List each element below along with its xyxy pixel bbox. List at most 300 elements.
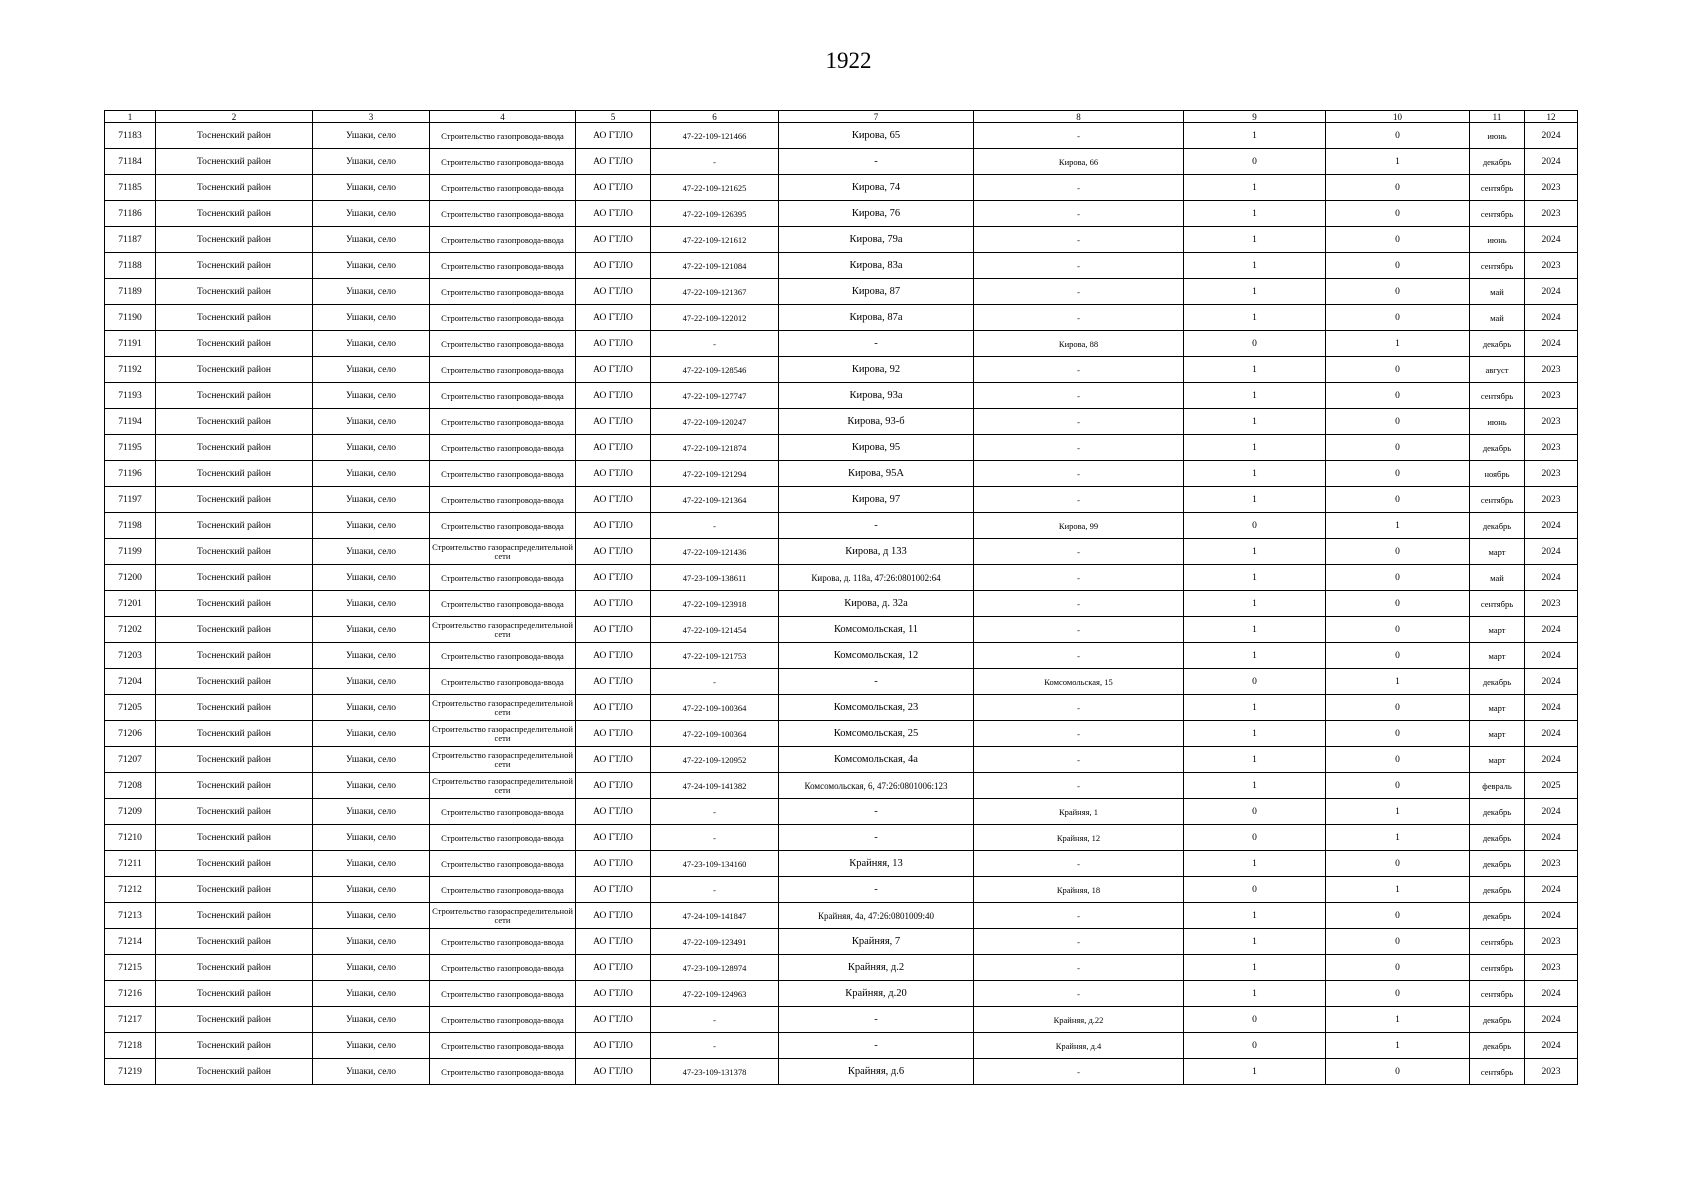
table-cell: Строительство газопровода-ввода: [430, 279, 576, 305]
table-cell: 2024: [1525, 331, 1578, 357]
table-cell: сентябрь: [1470, 591, 1525, 617]
table-cell: 71213: [105, 903, 156, 929]
table-row: [105, 253, 1578, 279]
table-cell: Ушаки, село: [313, 981, 430, 1007]
table-cell: Ушаки, село: [313, 279, 430, 305]
table-cell: АО ГТЛО: [576, 331, 651, 357]
table-cell: Строительство газораспределительной сети: [430, 747, 576, 773]
table-cell: Тосненский район: [156, 851, 313, 877]
table-cell: АО ГТЛО: [576, 669, 651, 695]
table-cell: АО ГТЛО: [576, 1007, 651, 1033]
table-cell: 2024: [1525, 227, 1578, 253]
table-row: [105, 279, 1578, 305]
table-cell: Строительство газопровода-ввода: [430, 201, 576, 227]
table-cell: 71184: [105, 149, 156, 175]
table-cell: Ушаки, село: [313, 435, 430, 461]
table-cell: 1: [1184, 123, 1326, 149]
table-cell: 47-22-109-121454: [651, 617, 779, 643]
table-cell: 0: [1184, 1007, 1326, 1033]
table-cell: АО ГТЛО: [576, 695, 651, 721]
table-cell: 2024: [1525, 617, 1578, 643]
table-cell: АО ГТЛО: [576, 201, 651, 227]
table-cell: АО ГТЛО: [576, 955, 651, 981]
table-cell: Строительство газопровода-ввода: [430, 825, 576, 851]
table-cell: Тосненский район: [156, 799, 313, 825]
table-cell: 0: [1326, 383, 1470, 409]
table-cell: 1: [1184, 253, 1326, 279]
table-cell: 71188: [105, 253, 156, 279]
table-cell: 71214: [105, 929, 156, 955]
table-cell: -: [974, 747, 1184, 773]
table-cell: май: [1470, 279, 1525, 305]
table-cell: Тосненский район: [156, 1059, 313, 1085]
table-cell: Ушаки, село: [313, 305, 430, 331]
table-cell: АО ГТЛО: [576, 981, 651, 1007]
table-cell: сентябрь: [1470, 383, 1525, 409]
table-cell: Строительство газораспределительной сети: [430, 539, 576, 565]
column-header: 8: [974, 111, 1184, 123]
table-cell: Ушаки, село: [313, 643, 430, 669]
table-cell: 0: [1326, 851, 1470, 877]
table-cell: 2024: [1525, 1007, 1578, 1033]
table-cell: 2023: [1525, 929, 1578, 955]
table-cell: 2024: [1525, 279, 1578, 305]
table-cell: Ушаки, село: [313, 331, 430, 357]
table-cell: 71206: [105, 721, 156, 747]
table-cell: Тосненский район: [156, 721, 313, 747]
table-cell: 1: [1184, 409, 1326, 435]
table-cell: март: [1470, 643, 1525, 669]
table-cell: Комсомольская, 23: [779, 695, 974, 721]
table-cell: 0: [1326, 539, 1470, 565]
table-cell: Кирова, д 133: [779, 539, 974, 565]
table-cell: Ушаки, село: [313, 175, 430, 201]
table-row: [105, 565, 1578, 591]
table-cell: -: [974, 227, 1184, 253]
table-cell: 2023: [1525, 409, 1578, 435]
table-cell: 1: [1184, 357, 1326, 383]
table-cell: март: [1470, 617, 1525, 643]
table-cell: -: [974, 435, 1184, 461]
table-cell: 71200: [105, 565, 156, 591]
table-cell: АО ГТЛО: [576, 305, 651, 331]
table-cell: 1: [1326, 799, 1470, 825]
table-row: [105, 981, 1578, 1007]
table-cell: Тосненский район: [156, 747, 313, 773]
table-cell: 2024: [1525, 695, 1578, 721]
table-cell: -: [779, 799, 974, 825]
table-cell: -: [974, 175, 1184, 201]
table-cell: декабрь: [1470, 877, 1525, 903]
table-cell: 71198: [105, 513, 156, 539]
column-header: 11: [1470, 111, 1525, 123]
table-cell: АО ГТЛО: [576, 357, 651, 383]
table-cell: АО ГТЛО: [576, 123, 651, 149]
table-cell: Крайняя, 12: [974, 825, 1184, 851]
table-cell: Тосненский район: [156, 877, 313, 903]
table-cell: 0: [1326, 487, 1470, 513]
table-cell: ноябрь: [1470, 461, 1525, 487]
table-cell: -: [779, 331, 974, 357]
table-cell: Тосненский район: [156, 903, 313, 929]
table-row: [105, 539, 1578, 565]
table-cell: 2023: [1525, 851, 1578, 877]
table-cell: 47-22-109-126395: [651, 201, 779, 227]
table-cell: 0: [1326, 461, 1470, 487]
table-row: [105, 461, 1578, 487]
table-cell: Кирова, 66: [974, 149, 1184, 175]
table-cell: 0: [1184, 331, 1326, 357]
table-cell: 71201: [105, 591, 156, 617]
table-cell: Строительство газопровода-ввода: [430, 799, 576, 825]
table-cell: 2023: [1525, 955, 1578, 981]
table-cell: Крайняя, 7: [779, 929, 974, 955]
table-cell: 2024: [1525, 669, 1578, 695]
table-cell: 2023: [1525, 175, 1578, 201]
table-cell: АО ГТЛО: [576, 565, 651, 591]
table-cell: 0: [1326, 773, 1470, 799]
table-cell: 2024: [1525, 799, 1578, 825]
table-cell: АО ГТЛО: [576, 773, 651, 799]
table-cell: 2023: [1525, 591, 1578, 617]
table-cell: декабрь: [1470, 513, 1525, 539]
table-cell: Строительство газопровода-ввода: [430, 1007, 576, 1033]
table-row: [105, 773, 1578, 799]
table-cell: Крайняя, 4а, 47:26:0801009:40: [779, 903, 974, 929]
table-cell: -: [974, 305, 1184, 331]
table-cell: 0: [1326, 227, 1470, 253]
table-cell: 0: [1326, 253, 1470, 279]
table-row: [105, 149, 1578, 175]
table-cell: декабрь: [1470, 851, 1525, 877]
table-cell: -: [651, 1033, 779, 1059]
table-cell: -: [651, 799, 779, 825]
table-cell: -: [779, 149, 974, 175]
table-cell: АО ГТЛО: [576, 513, 651, 539]
table-cell: -: [779, 1007, 974, 1033]
table-cell: АО ГТЛО: [576, 591, 651, 617]
table-cell: Тосненский район: [156, 643, 313, 669]
table-cell: 47-22-109-121753: [651, 643, 779, 669]
table-cell: Комсомольская, 15: [974, 669, 1184, 695]
table-cell: 0: [1326, 591, 1470, 617]
table-cell: июнь: [1470, 123, 1525, 149]
table-cell: Кирова, д. 32а: [779, 591, 974, 617]
table-cell: Ушаки, село: [313, 825, 430, 851]
column-header: 4: [430, 111, 576, 123]
table-cell: 47-22-109-127747: [651, 383, 779, 409]
table-cell: АО ГТЛО: [576, 643, 651, 669]
table-cell: АО ГТЛО: [576, 383, 651, 409]
table-cell: 1: [1184, 539, 1326, 565]
table-cell: Крайняя, д.4: [974, 1033, 1184, 1059]
table-cell: АО ГТЛО: [576, 877, 651, 903]
table-cell: Тосненский район: [156, 383, 313, 409]
table-cell: февраль: [1470, 773, 1525, 799]
table-cell: 47-22-109-120247: [651, 409, 779, 435]
table-cell: Ушаки, село: [313, 1059, 430, 1085]
table-cell: 1: [1184, 487, 1326, 513]
table-cell: Строительство газопровода-ввода: [430, 929, 576, 955]
table-cell: 1: [1326, 877, 1470, 903]
table-cell: АО ГТЛО: [576, 929, 651, 955]
table-cell: АО ГТЛО: [576, 1059, 651, 1085]
table-cell: Ушаки, село: [313, 773, 430, 799]
table-row: [105, 617, 1578, 643]
table-cell: 47-22-109-123918: [651, 591, 779, 617]
table-cell: 0: [1326, 695, 1470, 721]
table-cell: Тосненский район: [156, 305, 313, 331]
table-cell: -: [974, 201, 1184, 227]
table-cell: Тосненский район: [156, 1007, 313, 1033]
table-cell: Строительство газопровода-ввода: [430, 227, 576, 253]
table-cell: 0: [1326, 123, 1470, 149]
table-cell: Ушаки, село: [313, 357, 430, 383]
table-cell: 71204: [105, 669, 156, 695]
table-cell: АО ГТЛО: [576, 461, 651, 487]
table-cell: -: [974, 409, 1184, 435]
table-cell: 2023: [1525, 487, 1578, 513]
table-cell: Ушаки, село: [313, 721, 430, 747]
table-cell: 2024: [1525, 149, 1578, 175]
table-cell: Комсомольская, 25: [779, 721, 974, 747]
table-cell: 47-24-109-141847: [651, 903, 779, 929]
table-cell: декабрь: [1470, 1033, 1525, 1059]
table-cell: Ушаки, село: [313, 695, 430, 721]
table-cell: 71196: [105, 461, 156, 487]
table-cell: Ушаки, село: [313, 409, 430, 435]
table-row: [105, 409, 1578, 435]
table-cell: 47-22-109-121436: [651, 539, 779, 565]
table-row: [105, 201, 1578, 227]
table-cell: АО ГТЛО: [576, 409, 651, 435]
table-cell: АО ГТЛО: [576, 903, 651, 929]
table-cell: 1: [1326, 513, 1470, 539]
table-cell: 71210: [105, 825, 156, 851]
table-cell: -: [974, 955, 1184, 981]
table-cell: 47-23-109-128974: [651, 955, 779, 981]
table-row: [105, 643, 1578, 669]
column-header: 7: [779, 111, 974, 123]
table-row: [105, 955, 1578, 981]
table-cell: 71186: [105, 201, 156, 227]
table-cell: 0: [1326, 565, 1470, 591]
table-cell: сентябрь: [1470, 981, 1525, 1007]
table-cell: Строительство газопровода-ввода: [430, 643, 576, 669]
table-cell: Строительство газопровода-ввода: [430, 331, 576, 357]
table-cell: Строительство газораспределительной сети: [430, 695, 576, 721]
table-cell: 2025: [1525, 773, 1578, 799]
table-cell: 1: [1184, 175, 1326, 201]
table-cell: май: [1470, 305, 1525, 331]
table-cell: март: [1470, 721, 1525, 747]
table-cell: 71185: [105, 175, 156, 201]
table-cell: Тосненский район: [156, 773, 313, 799]
table-cell: 71197: [105, 487, 156, 513]
table-row: [105, 1033, 1578, 1059]
table-cell: 2024: [1525, 1033, 1578, 1059]
table-cell: Строительство газопровода-ввода: [430, 409, 576, 435]
table-cell: Ушаки, село: [313, 1007, 430, 1033]
table-cell: Тосненский район: [156, 695, 313, 721]
column-header: 10: [1326, 111, 1470, 123]
table-cell: Тосненский район: [156, 357, 313, 383]
table-cell: Тосненский район: [156, 591, 313, 617]
table-cell: 47-22-109-120952: [651, 747, 779, 773]
table-cell: 2024: [1525, 123, 1578, 149]
table-row: [105, 357, 1578, 383]
table-cell: Ушаки, село: [313, 513, 430, 539]
table-cell: Строительство газопровода-ввода: [430, 305, 576, 331]
table-cell: Ушаки, село: [313, 487, 430, 513]
column-header: 9: [1184, 111, 1326, 123]
table-cell: Строительство газопровода-ввода: [430, 487, 576, 513]
table-cell: Строительство газораспределительной сети: [430, 617, 576, 643]
table-cell: Кирова, 99: [974, 513, 1184, 539]
table-cell: Тосненский район: [156, 279, 313, 305]
table-cell: 0: [1326, 435, 1470, 461]
table-cell: 0: [1326, 643, 1470, 669]
table-cell: АО ГТЛО: [576, 617, 651, 643]
table-cell: 2024: [1525, 981, 1578, 1007]
table-cell: 71199: [105, 539, 156, 565]
table-cell: Строительство газопровода-ввода: [430, 565, 576, 591]
table-cell: 2024: [1525, 877, 1578, 903]
table-cell: Ушаки, село: [313, 669, 430, 695]
table-cell: -: [974, 929, 1184, 955]
table-cell: -: [779, 1033, 974, 1059]
table-cell: АО ГТЛО: [576, 175, 651, 201]
table-cell: Строительство газопровода-ввода: [430, 1059, 576, 1085]
table-row: [105, 903, 1578, 929]
table-cell: 71207: [105, 747, 156, 773]
table-cell: АО ГТЛО: [576, 487, 651, 513]
table-cell: сентябрь: [1470, 175, 1525, 201]
table-cell: Ушаки, село: [313, 929, 430, 955]
table-cell: -: [974, 695, 1184, 721]
table-cell: АО ГТЛО: [576, 851, 651, 877]
table-cell: Строительство газопровода-ввода: [430, 461, 576, 487]
table-cell: Кирова, д. 118а, 47:26:0801002:64: [779, 565, 974, 591]
table-row: [105, 929, 1578, 955]
table-cell: -: [974, 903, 1184, 929]
table-cell: Ушаки, село: [313, 851, 430, 877]
table-cell: декабрь: [1470, 435, 1525, 461]
table-cell: Тосненский район: [156, 929, 313, 955]
table-cell: АО ГТЛО: [576, 539, 651, 565]
table-cell: 2024: [1525, 903, 1578, 929]
table-cell: -: [974, 981, 1184, 1007]
table-cell: Тосненский район: [156, 955, 313, 981]
table-cell: Ушаки, село: [313, 253, 430, 279]
table-cell: -: [974, 539, 1184, 565]
table-cell: 1: [1184, 981, 1326, 1007]
table-cell: 1: [1184, 435, 1326, 461]
table-cell: Кирова, 87а: [779, 305, 974, 331]
table-cell: декабрь: [1470, 1007, 1525, 1033]
table-cell: 47-22-109-121367: [651, 279, 779, 305]
table-cell: -: [974, 721, 1184, 747]
table-cell: АО ГТЛО: [576, 435, 651, 461]
table-cell: Тосненский район: [156, 669, 313, 695]
table-cell: Тосненский район: [156, 825, 313, 851]
table-cell: 0: [1326, 409, 1470, 435]
table-cell: 47-22-109-123491: [651, 929, 779, 955]
table-cell: 0: [1326, 357, 1470, 383]
table-cell: 2024: [1525, 513, 1578, 539]
table-cell: -: [651, 825, 779, 851]
table-cell: 0: [1184, 149, 1326, 175]
table-cell: 47-22-109-100364: [651, 721, 779, 747]
table-cell: 0: [1326, 981, 1470, 1007]
table-cell: -: [651, 149, 779, 175]
table-cell: 0: [1184, 877, 1326, 903]
table-cell: 0: [1326, 305, 1470, 331]
table-cell: 1: [1184, 279, 1326, 305]
table-cell: Строительство газораспределительной сети: [430, 721, 576, 747]
table-cell: Ушаки, село: [313, 1033, 430, 1059]
table-cell: Кирова, 97: [779, 487, 974, 513]
table-cell: 71211: [105, 851, 156, 877]
table-cell: декабрь: [1470, 799, 1525, 825]
table-cell: Ушаки, село: [313, 461, 430, 487]
table-row: [105, 513, 1578, 539]
table-cell: 1: [1184, 643, 1326, 669]
table-cell: Тосненский район: [156, 1033, 313, 1059]
table-cell: Кирова, 87: [779, 279, 974, 305]
table-cell: 2024: [1525, 747, 1578, 773]
table-cell: 0: [1184, 1033, 1326, 1059]
table-cell: декабрь: [1470, 149, 1525, 175]
table-cell: 2024: [1525, 539, 1578, 565]
table-cell: 2023: [1525, 201, 1578, 227]
table-header-row: [105, 111, 1578, 123]
table-cell: 0: [1326, 175, 1470, 201]
table-cell: август: [1470, 357, 1525, 383]
table-cell: декабрь: [1470, 331, 1525, 357]
table-cell: -: [974, 1059, 1184, 1085]
table-cell: 47-22-109-121612: [651, 227, 779, 253]
table-cell: -: [974, 487, 1184, 513]
table-cell: 1: [1184, 851, 1326, 877]
table-cell: Строительство газопровода-ввода: [430, 1033, 576, 1059]
table-cell: -: [974, 123, 1184, 149]
table-cell: 1: [1326, 331, 1470, 357]
table-cell: -: [651, 669, 779, 695]
table-cell: 71218: [105, 1033, 156, 1059]
table-cell: июнь: [1470, 409, 1525, 435]
table-cell: 0: [1326, 279, 1470, 305]
table-row: [105, 721, 1578, 747]
table-cell: -: [651, 331, 779, 357]
table-cell: 2024: [1525, 643, 1578, 669]
table-cell: -: [779, 513, 974, 539]
table-cell: -: [974, 279, 1184, 305]
table-cell: 2023: [1525, 1059, 1578, 1085]
table-cell: 71216: [105, 981, 156, 1007]
table-cell: 1: [1184, 227, 1326, 253]
table-cell: Ушаки, село: [313, 383, 430, 409]
table-cell: сентябрь: [1470, 487, 1525, 513]
table-cell: АО ГТЛО: [576, 721, 651, 747]
table-row: [105, 1059, 1578, 1085]
table-cell: декабрь: [1470, 903, 1525, 929]
table-cell: 71189: [105, 279, 156, 305]
table-cell: 2023: [1525, 253, 1578, 279]
table-cell: Строительство газораспределительной сети: [430, 773, 576, 799]
table-cell: 0: [1184, 669, 1326, 695]
table-cell: АО ГТЛО: [576, 227, 651, 253]
